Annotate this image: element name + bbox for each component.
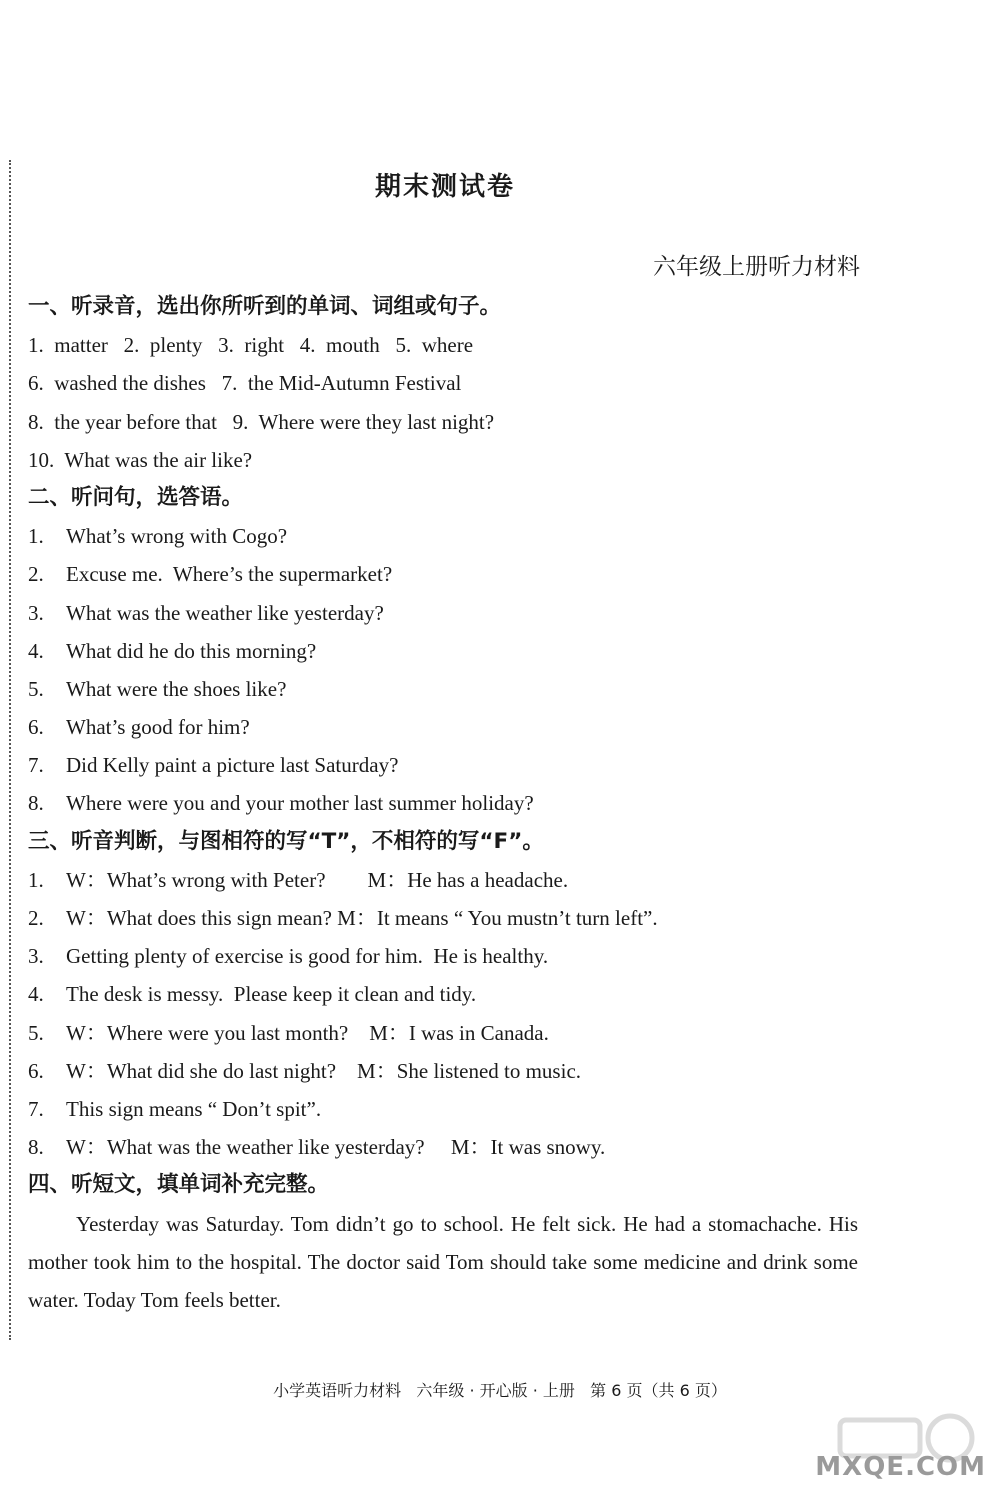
item-number: 2. — [28, 906, 44, 930]
item-text: What were the shoes like? — [66, 676, 287, 701]
item-text: What did he do this morning? — [66, 638, 317, 663]
item-number: 7. — [28, 753, 44, 778]
item-text: This sign means “ Don’t spit”. — [66, 1096, 322, 1121]
question-item — [28, 555, 868, 593]
dialogue-item — [28, 1014, 868, 1052]
page-subtitle: 六年级上册听力材料 — [653, 254, 860, 280]
section4-heading: 四、听短文，填单词补充完整。 — [28, 1172, 330, 1198]
item-text: Where were you and your mother last summer holiday? — [66, 791, 534, 816]
item-number: 6. — [28, 715, 44, 740]
item-number: 1. — [28, 867, 44, 892]
section2-heading: 二、听问句，选答语。 — [28, 484, 244, 510]
dialogue-item — [28, 1052, 868, 1090]
dialogue-item — [28, 899, 868, 937]
question-item — [28, 746, 868, 784]
question-item — [28, 594, 868, 632]
section1-line: 1. matter 2. plenty 3. right 4. mouth 5. where — [28, 333, 474, 358]
section3-heading: 三、听音判断，与图相符的写“T”，不相符的写“F”。 — [28, 828, 544, 854]
item-text: Getting plenty of exercise is good for him. He is healthy. — [66, 944, 549, 969]
question-item — [28, 670, 868, 708]
item-number: 4. — [28, 638, 44, 663]
item-text: What’s good for him? — [66, 715, 250, 740]
item-number: 2. — [28, 562, 44, 587]
item-text: The desk is messy. Please keep it clean and tidy. — [66, 982, 477, 1007]
document-body — [28, 288, 868, 1319]
item-text: What was the weather like yesterday? — [66, 600, 384, 625]
item-number: 5. — [28, 676, 44, 701]
section1-line: 8. the year before that 9. Where were they last night? — [28, 409, 495, 434]
dialogue-item — [28, 1128, 868, 1166]
item-number: 5. — [28, 1020, 44, 1045]
binding-dotted-line — [9, 160, 11, 1340]
dialogue-item — [28, 861, 868, 899]
dialogue-item — [28, 1090, 868, 1128]
item-number: 7. — [28, 1096, 44, 1121]
listening-passage: Yesterday was Saturday. Tom didn’t go to school. He felt sick. He had a stomachache. His mother took him to the hospital. The doctor said Tom should take some medicine and drink some water. Today Tom feels better. — [28, 1211, 858, 1312]
question-item — [28, 784, 868, 822]
item-number: 8. — [28, 791, 44, 816]
watermark-text: MXQE.COM — [815, 1452, 986, 1482]
item-text: Did Kelly paint a picture last Saturday? — [66, 753, 399, 778]
item-number: 3. — [28, 944, 44, 969]
section1-line: 10. What was the air like? — [28, 447, 253, 472]
item-text: What’s wrong with Cogo? — [66, 524, 288, 549]
dialogue-item — [28, 975, 868, 1013]
dialogue-item — [28, 937, 868, 975]
page-footer: 小学英语听力材料 六年级 · 开心版 · 上册 第 6 页（共 6 页） — [273, 1381, 727, 1400]
item-number: 3. — [28, 600, 44, 625]
item-text: W：What’s wrong with Peter? M：He has a headache. — [66, 867, 569, 892]
question-item — [28, 708, 868, 746]
question-item — [28, 517, 868, 555]
section1-line: 6. washed the dishes 7. the Mid-Autumn Festival — [28, 371, 462, 396]
page-title: 期末测试卷 — [374, 172, 515, 202]
item-number: 6. — [28, 1058, 44, 1083]
question-item — [28, 632, 868, 670]
item-number: 1. — [28, 524, 44, 549]
item-number: 8. — [28, 1135, 44, 1160]
item-text: Excuse me. Where’s the supermarket? — [66, 562, 393, 587]
item-text: W：What did she do last night? M：She listened to music. — [66, 1058, 582, 1083]
item-text: W：Where were you last month? M：I was in Canada. — [66, 1020, 549, 1045]
item-number: 4. — [28, 982, 44, 1007]
item-text: W：What does this sign mean? M：It means “ You mustn’t turn left”. — [66, 906, 658, 930]
section1-heading: 一、听录音，选出你所听到的单词、词组或句子。 — [28, 294, 502, 319]
item-text: W：What was the weather like yesterday? M：It was snowy. — [66, 1135, 606, 1160]
